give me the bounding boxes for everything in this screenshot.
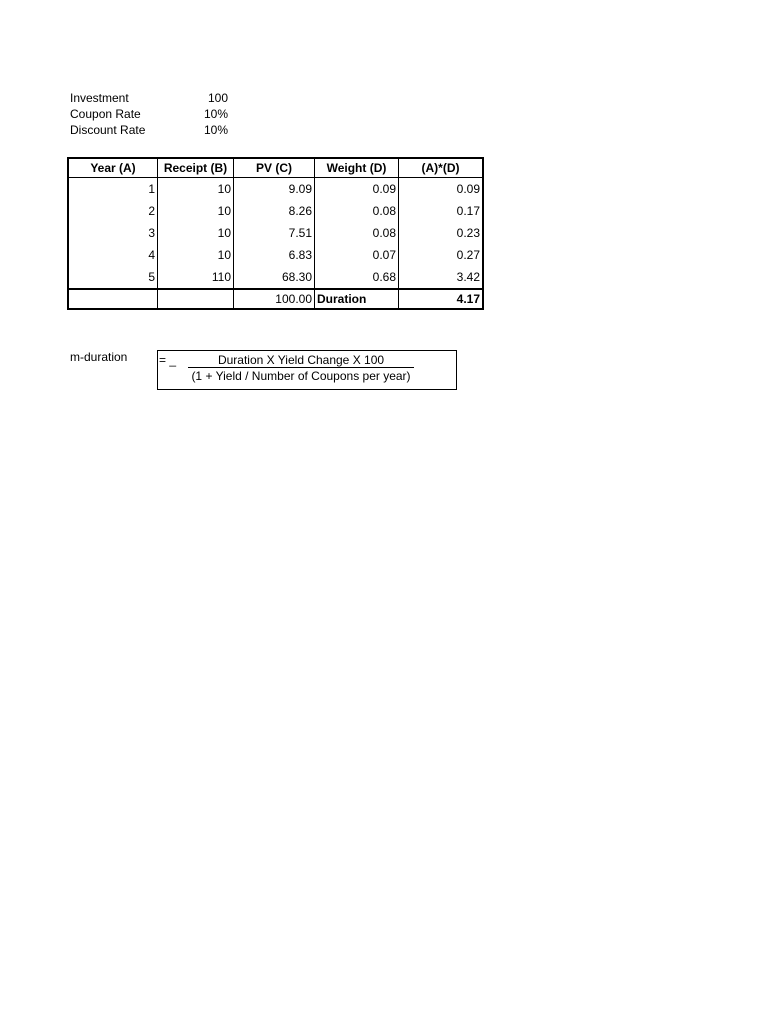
table-cell: 0.68 <box>315 266 399 289</box>
table-cell: 0.07 <box>315 244 399 266</box>
table-cell: 6.83 <box>234 244 315 266</box>
duration-label: Duration <box>315 289 399 309</box>
duration-value: 4.17 <box>399 289 484 309</box>
input-label: Coupon Rate <box>70 107 141 121</box>
table-row <box>68 244 483 266</box>
table-cell: 110 <box>158 266 234 289</box>
column-header-receipt: Receipt (B) <box>158 158 234 178</box>
table-cell: 0.23 <box>399 222 484 244</box>
table-row <box>68 222 483 244</box>
table-cell: 2 <box>68 200 158 222</box>
input-row-investment <box>70 90 230 106</box>
column-header-pv: PV (C) <box>234 158 315 178</box>
inputs-block <box>70 90 230 138</box>
input-value: 10% <box>203 123 228 137</box>
input-label: Investment <box>70 91 129 105</box>
table-cell-empty <box>158 289 234 309</box>
input-value: 100 <box>207 91 228 105</box>
table-cell: 3.42 <box>399 266 484 289</box>
column-header-weight: Weight (D) <box>315 158 399 178</box>
input-value: 10% <box>203 107 228 121</box>
table-cell: 10 <box>158 244 234 266</box>
total-pv: 100.00 <box>234 289 315 309</box>
table-cell: 1 <box>68 178 158 201</box>
table-cell: 0.08 <box>315 200 399 222</box>
table-cell: 0.09 <box>399 178 484 201</box>
column-header-year: Year (A) <box>68 158 158 178</box>
table-cell: 10 <box>158 200 234 222</box>
formula-denominator: (1 + Yield / Number of Coupons per year) <box>191 369 411 383</box>
table-row <box>68 200 483 222</box>
table-row <box>68 178 483 201</box>
table-cell-empty <box>68 289 158 309</box>
table-cell: 10 <box>158 222 234 244</box>
table-cell: 8.26 <box>234 200 315 222</box>
table-header-row <box>68 158 483 178</box>
table-cell: 3 <box>68 222 158 244</box>
table-total-row <box>68 289 483 309</box>
table-cell: 10 <box>158 178 234 201</box>
table-row <box>68 266 483 289</box>
column-header-product: (A)*(D) <box>399 158 484 178</box>
duration-table <box>67 157 484 310</box>
table-cell: 0.27 <box>399 244 484 266</box>
table-cell: 4 <box>68 244 158 266</box>
m-duration-label: m-duration <box>70 350 128 364</box>
table-cell: 7.51 <box>234 222 315 244</box>
table-cell: 0.17 <box>399 200 484 222</box>
input-row-coupon-rate <box>70 106 230 122</box>
table-cell: 5 <box>68 266 158 289</box>
table-cell: 0.09 <box>315 178 399 201</box>
table-cell: 0.08 <box>315 222 399 244</box>
input-row-discount-rate <box>70 122 230 138</box>
input-label: Discount Rate <box>70 123 146 137</box>
formula-numerator: Duration X Yield Change X 100 <box>188 353 414 368</box>
table-cell: 9.09 <box>234 178 315 201</box>
table-cell: 68.30 <box>234 266 315 289</box>
formula-equals: = _ <box>159 353 177 367</box>
m-duration-formula-box <box>157 350 457 390</box>
